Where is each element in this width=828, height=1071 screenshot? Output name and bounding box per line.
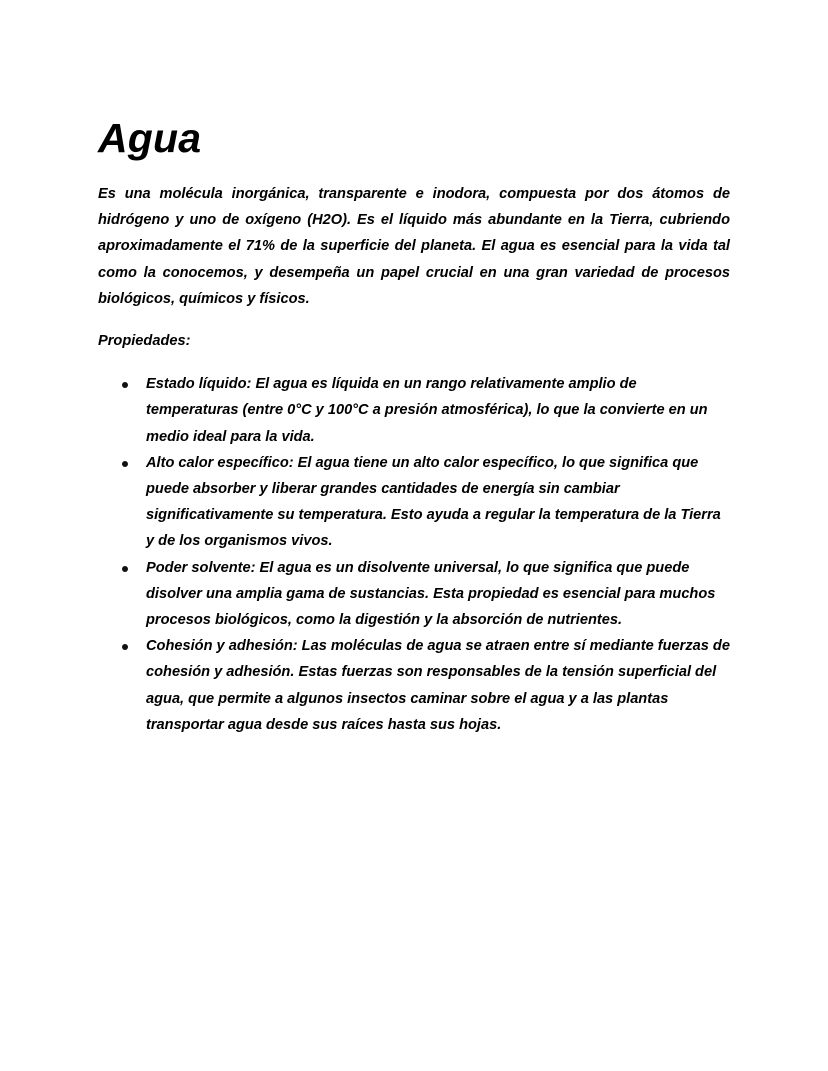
document-page (98, 112, 730, 738)
property-text: Alto calor específico: El agua tiene un alto calor específico, lo que significa que puede absorber y liberar grandes cantidades de energía sin cambiar significativamente su temperatura. Esto ayuda a regular la temperatura de la Tierra y de los organismos vivos. (146, 454, 721, 550)
properties-list (98, 371, 730, 738)
property-item (98, 371, 732, 450)
properties-heading: Propiedades: (98, 333, 191, 350)
property-text: Cohesión y adhesión: Las moléculas de agua se atraen entre sí mediante fuerzas de cohesión y adhesión. Estas fuerzas son responsables de la tensión superficial del agua, que permite a algunos insectos caminar sobre el agua y a las plantas transportar agua desde sus raíces hasta sus hojas. (146, 638, 730, 733)
bullet-dot-icon (122, 644, 128, 650)
property-text: Estado líquido: El agua es líquida en un rango relativamente amplio de temperaturas (entre 0°C y 100°C a presión atmosférica), lo que la convierte en un medio ideal para la vida. (146, 376, 708, 445)
bullet-dot-icon (122, 382, 128, 388)
bullet-dot-icon (122, 461, 128, 467)
property-text: Poder solvente: El agua es un disolvente universal, lo que significa que puede disolver una amplia gama de sustancias. Esta propiedad es esencial para muchos procesos biológicos, como la digestión y la absorción de nutrientes. (146, 559, 716, 629)
document-title: Agua (98, 115, 202, 161)
property-item (98, 633, 732, 738)
bullet-dot-icon (122, 566, 128, 572)
property-item (98, 555, 732, 634)
intro-paragraph: Es una molécula inorgánica, transparente e inodora, compuesta por dos átomos de hidrógeno y uno de oxígeno (H2O). Es el líquido más abundante en la Tierra, cubriendo aproximadamente el 71% de la superficie del planeta. El agua es esencial para la vida tal como la conocemos, y desempeña un papel crucial en una gran variedad de procesos biológicos, químicos y físicos. (98, 186, 730, 307)
property-item (98, 450, 732, 555)
